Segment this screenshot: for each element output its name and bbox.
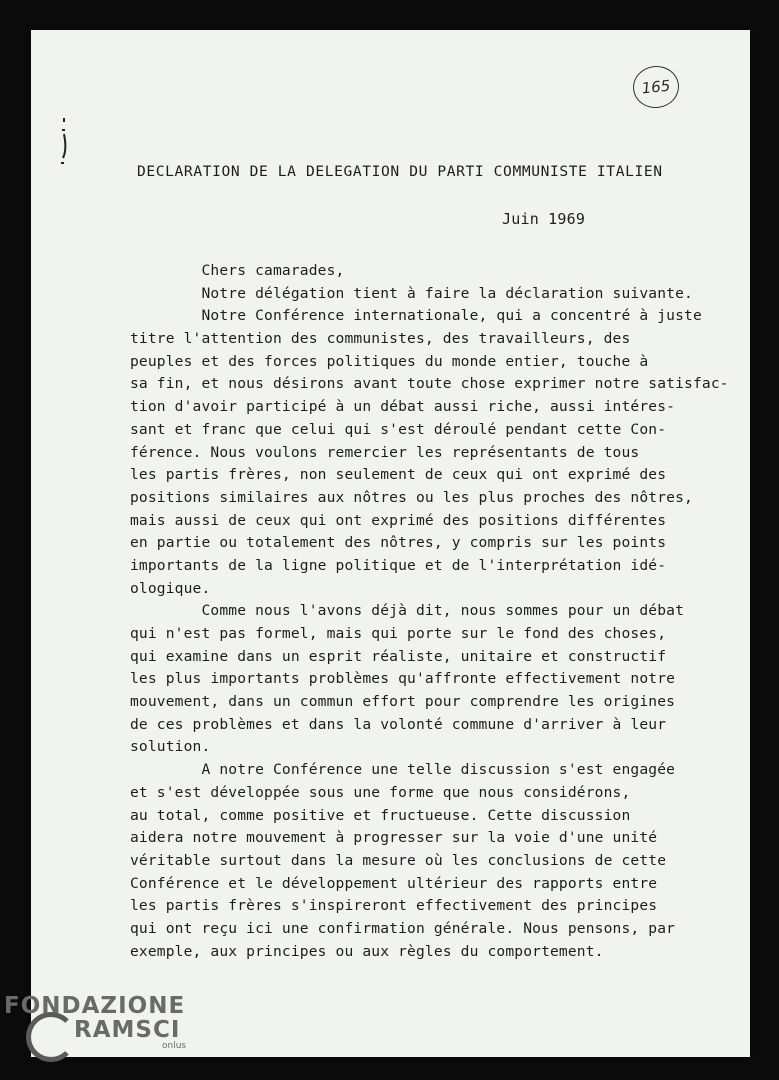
body-line: A notre Conférence une telle discussion s'est engagée (130, 761, 676, 779)
body-line: férence. Nous voulons remercier les représentants de tous (130, 443, 640, 461)
margin-mark (58, 116, 70, 166)
body-line: solution. (130, 738, 211, 756)
body-line: Chers camarades, (130, 262, 345, 279)
body-line: titre l'attention des communistes, des travailleurs, des (130, 330, 631, 348)
watermark-line-1: FONDAZIONE (4, 993, 186, 1019)
body-line: qui examine dans un esprit réaliste, unitaire et constructif (130, 647, 667, 665)
body-line: importants de la ligne politique et de l'interprétation idé- (130, 556, 667, 574)
body-line: sant et franc que celui qui s'est déroulé pendant cette Con- (130, 420, 667, 438)
body-line: ologique. (130, 579, 211, 597)
body-line: les plus importants problèmes qu'affronte effectivement notre (130, 670, 676, 688)
body-line: mouvement, dans un commun effort pour comprendre les origines (130, 693, 676, 711)
body-line: Comme nous l'avons déjà dit, nous sommes pour un débat (130, 602, 685, 620)
body-line: en partie ou totalement des nôtres, y compris sur les points (130, 534, 667, 552)
watermark-line-3: onlus (162, 1041, 187, 1051)
watermark (4, 993, 186, 1051)
body-line: sa fin, et nous désirons avant toute chose exprimer notre satisfac- (130, 375, 729, 393)
document-date: Juin 1969 (502, 210, 586, 228)
body-line: Notre Conférence internationale, qui a concentré à juste (130, 307, 702, 325)
body-line: tion d'avoir participé à un débat aussi riche, aussi intéres- (130, 398, 676, 416)
page-number: 165 (640, 76, 672, 98)
body-line: Conférence et le développement ultérieur des rapports entre (130, 874, 658, 892)
body-line: Notre délégation tient à faire la déclaration suivante. (130, 284, 693, 302)
body-line: les partis frères, non seulement de ceux qui ont exprimé des (130, 466, 667, 484)
body-line: de ces problèmes et dans la volonté commune d'arriver à leur (130, 715, 667, 733)
body-line: peuples et des forces politiques du monde entier, touche à (130, 352, 649, 370)
body-line: qui ont reçu ici une confirmation générale. Nous pensons, par (130, 919, 676, 937)
body-line: les partis frères s'inspireront effectivement des principes (130, 897, 658, 915)
body-line: au total, comme positive et fructueuse. Cette discussion (130, 806, 631, 824)
body-line: et s'est développée sous une forme que nous considérons, (130, 783, 631, 801)
body-line: mais aussi de ceux qui ont exprimé des positions différentes (130, 511, 667, 529)
body-line: exemple, aux principes ou aux règles du comportement. (130, 942, 604, 960)
document-body (130, 260, 730, 963)
body-line: aidera notre mouvement à progresser sur la voie d'une unité (130, 829, 658, 847)
body-line: qui n'est pas formel, mais qui porte sur le fond des choses, (130, 625, 667, 642)
body-line: véritable surtout dans la mesure où les conclusions de cette (130, 851, 667, 869)
body-line: positions similaires aux nôtres ou les plus proches des nôtres, (130, 488, 693, 506)
watermark-line-2: RAMSCI (74, 1017, 181, 1043)
document-title: DECLARATION DE LA DELEGATION DU PARTI COMMUNISTE ITALIEN (137, 163, 663, 180)
